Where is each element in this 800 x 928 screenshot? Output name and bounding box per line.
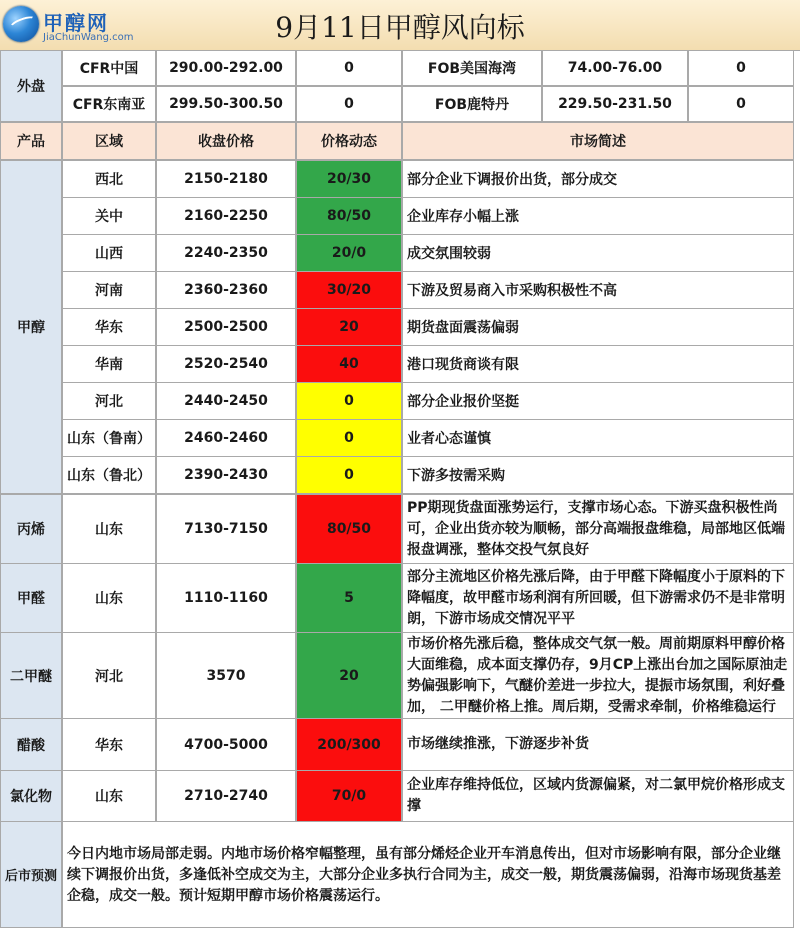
dynamic-cell: 80/50 <box>296 197 402 235</box>
summary-cell: 下游及贸易商入市采购积极性不高 <box>402 271 794 309</box>
dynamic-cell: 30/20 <box>296 271 402 309</box>
external-price: 299.50-300.50 <box>156 86 296 122</box>
logo-name: 甲醇网 <box>43 11 109 35</box>
external-name: CFR中国 <box>62 50 156 86</box>
dynamic-cell: 80/50 <box>296 494 402 564</box>
title-bar <box>0 0 800 51</box>
external-name: CFR东南亚 <box>62 86 156 122</box>
price-cell: 2160-2250 <box>156 197 296 235</box>
header-price-dynamic: 价格动态 <box>296 122 402 160</box>
external-change: 0 <box>688 50 794 86</box>
summary-cell: 部分企业报价坚挺 <box>402 382 794 420</box>
summary-line: 降幅度，故甲醛市场利润有所回暖，但下游需求仍不是非常明 <box>407 589 785 606</box>
region-cell: 关中 <box>62 197 156 235</box>
price-cell: 1110-1160 <box>156 563 296 633</box>
logo-url: JiaChunWang.com <box>43 32 134 43</box>
summary-cell <box>402 563 794 633</box>
summary-line: 撑 <box>407 798 421 814</box>
external-market-label: 外盘 <box>0 50 62 122</box>
region-cell: 华东 <box>62 718 156 771</box>
price-cell: 2360-2360 <box>156 271 296 309</box>
summary-cell: 业者心态谨慎 <box>402 419 794 457</box>
summary-line: 可，企业出货亦较为顺畅，部分高端报盘维稳，局部地区低端 <box>407 520 785 537</box>
price-cell: 2240-2350 <box>156 234 296 272</box>
price-cell: 2440-2450 <box>156 382 296 420</box>
dynamic-cell: 0 <box>296 456 402 494</box>
summary-cell: 成交氛围较弱 <box>402 234 794 272</box>
summary-cell <box>402 632 794 719</box>
summary-line: 部分主流地区价格先涨后降，由于甲醛下降幅度小于原料的下 <box>407 568 785 585</box>
header-close-price: 收盘价格 <box>156 122 296 160</box>
dynamic-cell: 200/300 <box>296 718 402 771</box>
product-chloride: 氯化物 <box>0 770 62 822</box>
summary-cell <box>402 770 794 822</box>
summary-cell: 下游多按需采购 <box>402 456 794 494</box>
product-acetic-acid: 醋酸 <box>0 718 62 771</box>
external-change: 0 <box>296 50 402 86</box>
external-price: 290.00-292.00 <box>156 50 296 86</box>
price-cell: 2460-2460 <box>156 419 296 457</box>
price-cell: 2500-2500 <box>156 308 296 346</box>
dynamic-cell: 20/0 <box>296 234 402 272</box>
region-cell: 山西 <box>62 234 156 272</box>
price-cell: 2710-2740 <box>156 770 296 822</box>
external-change: 0 <box>296 86 402 122</box>
summary-line: 大面维稳，成本面支撑仍存，9月CP上涨出台加之国际原油走 <box>407 656 788 673</box>
region-cell: 山东 <box>62 563 156 633</box>
product-methanol: 甲醇 <box>0 160 62 494</box>
dynamic-cell: 0 <box>296 382 402 420</box>
region-cell: 山东 <box>62 770 156 822</box>
summary-cell: 部分企业下调报价出货，部分成交 <box>402 160 794 198</box>
region-cell: 河北 <box>62 632 156 719</box>
forecast-label: 后市预测 <box>0 821 62 928</box>
page-title: 9月11日甲醇风向标 <box>275 11 525 44</box>
region-cell: 山东（鲁北） <box>62 456 156 494</box>
summary-line: PP期现货盘面涨势运行，支撑市场心态。下游买盘积极性尚 <box>407 499 778 516</box>
region-cell: 河北 <box>62 382 156 420</box>
product-propylene: 丙烯 <box>0 494 62 564</box>
external-price: 74.00-76.00 <box>542 50 688 86</box>
summary-line: 报盘调涨，整体交投气氛良好 <box>407 541 589 558</box>
dynamic-cell: 20 <box>296 632 402 719</box>
summary-line: 市场继续推涨，下游逐步补货 <box>407 736 589 752</box>
region-cell: 山东 <box>62 494 156 564</box>
summary-cell: 期货盘面震荡偏弱 <box>402 308 794 346</box>
forecast-text: 今日内地市场局部走弱。内地市场价格窄幅整理，虽有部分烯烃企业开车消息传出，但对市场影响有限，部分企业继续下调报价出货，多逢低补空成交为主，大部分企业多执行合同为主，成交一般，期货震荡偏弱，沿海市场现货基差企稳，成交一般。预计短期甲醇市场价格震荡运行。 <box>62 821 794 928</box>
header-market-summary: 市场简述 <box>402 122 794 160</box>
dynamic-cell: 20 <box>296 308 402 346</box>
price-cell: 2390-2430 <box>156 456 296 494</box>
external-name: FOB美国海湾 <box>402 50 542 86</box>
external-change: 0 <box>688 86 794 122</box>
dynamic-cell: 70/0 <box>296 770 402 822</box>
product-dimethyl-ether: 二甲醚 <box>0 632 62 719</box>
price-cell: 3570 <box>156 632 296 719</box>
header-product: 产品 <box>0 122 62 160</box>
price-cell: 2150-2180 <box>156 160 296 198</box>
dynamic-cell: 40 <box>296 345 402 383</box>
product-formaldehyde: 甲醛 <box>0 563 62 633</box>
region-cell: 华南 <box>62 345 156 383</box>
data-table <box>0 50 800 928</box>
summary-line: 市场价格先涨后稳，整体成交气氛一般。周前期原料甲醇价格 <box>407 635 785 652</box>
region-cell: 华东 <box>62 308 156 346</box>
region-cell: 河南 <box>62 271 156 309</box>
summary-line: 企业库存维持低位，区域内货源偏紧，对二氯甲烷价格形成支 <box>407 777 785 793</box>
summary-cell: 企业库存小幅上涨 <box>402 197 794 235</box>
external-price: 229.50-231.50 <box>542 86 688 122</box>
header-region: 区域 <box>62 122 156 160</box>
price-cell: 7130-7150 <box>156 494 296 564</box>
dynamic-cell: 0 <box>296 419 402 457</box>
summary-cell <box>402 494 794 564</box>
dynamic-cell: 20/30 <box>296 160 402 198</box>
region-cell: 山东（鲁南） <box>62 419 156 457</box>
summary-line: 势偏强影响下，气醚价差进一步拉大，提振市场氛围，利好叠 <box>407 677 785 694</box>
summary-cell <box>402 718 794 771</box>
external-name: FOB鹿特丹 <box>402 86 542 122</box>
summary-line: 朗，下游市场成交情况平平 <box>407 610 575 627</box>
summary-line: 加， 二甲醚价格上推。周后期，受需求牵制，价格维稳运行 <box>407 698 776 715</box>
price-cell: 4700-5000 <box>156 718 296 771</box>
summary-cell: 港口现货商谈有限 <box>402 345 794 383</box>
dynamic-cell: 5 <box>296 563 402 633</box>
region-cell: 西北 <box>62 160 156 198</box>
price-cell: 2520-2540 <box>156 345 296 383</box>
